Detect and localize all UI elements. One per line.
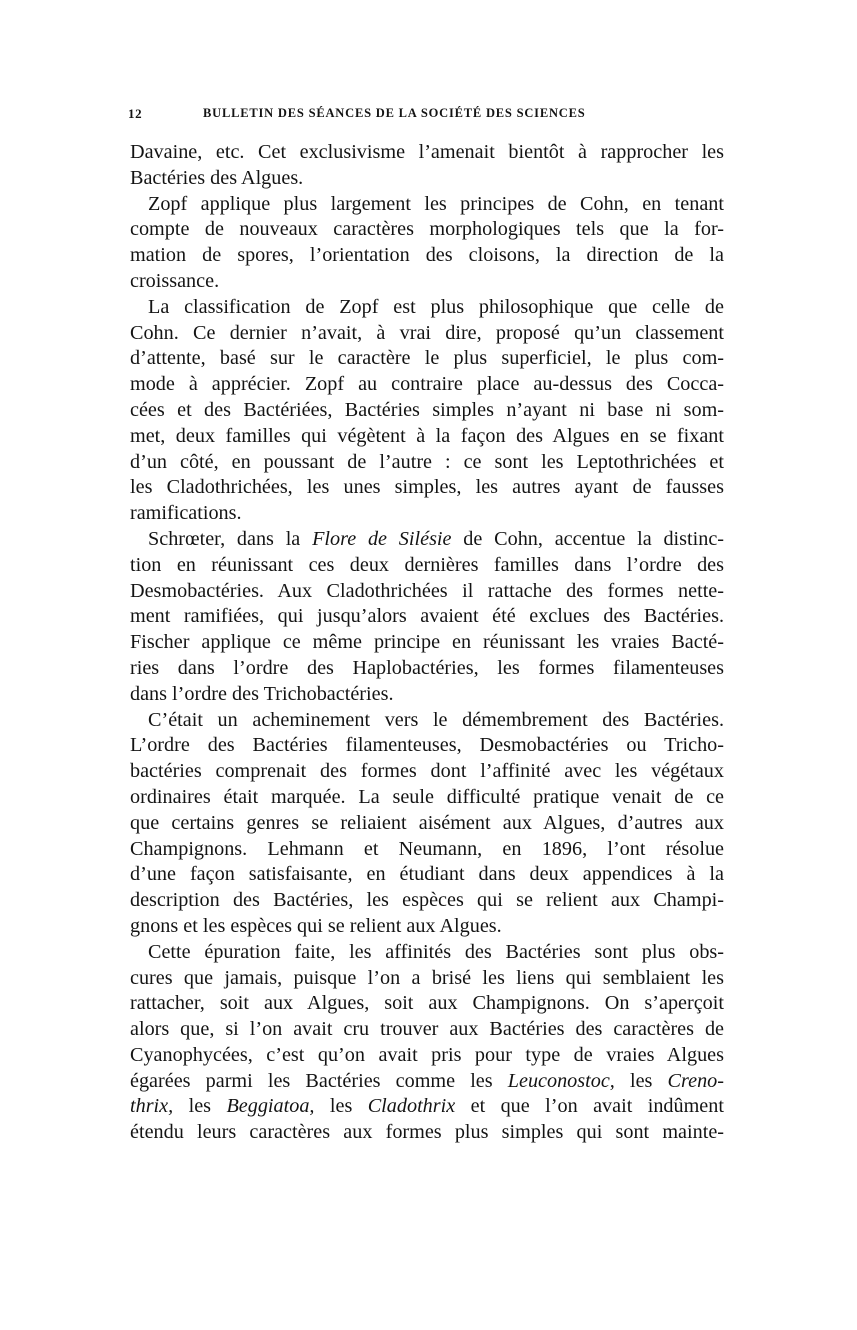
text-line: compte de nouveaux caractères morphologiques tels que la for- xyxy=(130,218,724,241)
text-span: de Cohn, accentue la distinc- xyxy=(451,527,725,550)
text-span: et que l’on avait indûment xyxy=(455,1095,724,1118)
text-line: Fischer applique ce même principe en réunissant les vraies Bacté- xyxy=(130,631,724,654)
text-line: ries dans l’ordre des Haplobactéries, les formes filamenteuses xyxy=(130,656,724,679)
text-line: d’attente, basé sur le caractère le plus superficiel, le plus com- xyxy=(130,347,724,370)
running-title: BULLETIN DES SÉANCES DE LA SOCIÉTÉ DES SCIENCES xyxy=(203,106,586,120)
text-line xyxy=(130,527,724,553)
italic-genus: Creno- xyxy=(667,1069,724,1092)
page-number: 12 xyxy=(128,106,143,121)
text-line: tion en réunissant ces deux dernières familles dans l’ordre des xyxy=(130,553,724,576)
text-line: Champignons. Lehmann et Neumann, en 1896, l’ont résolue xyxy=(130,837,724,860)
text-span: les xyxy=(314,1095,368,1118)
text-line: Cette épuration faite, les affinités des Bactéries sont plus obs- xyxy=(148,940,724,963)
text-line: les Cladothrichées, les unes simples, les autres ayant de fausses xyxy=(130,476,724,499)
text-line: L’ordre des Bactéries filamenteuses, Desmobactéries ou Tricho- xyxy=(130,734,724,757)
text-line: d’une façon satisfaisante, en étudiant dans deux appendices à la xyxy=(130,863,724,886)
italic-genus: thrix, xyxy=(130,1095,174,1118)
text-line xyxy=(130,1069,724,1095)
text-line: Davaine, etc. Cet exclusivisme l’amenait bientôt à rapprocher les xyxy=(130,141,724,163)
italic-genus: Leuconostoc, xyxy=(507,1069,615,1092)
italic-title: Flore de Silésie xyxy=(312,527,452,550)
text-line: cures que jamais, puisque l’on a brisé les liens qui semblaient les xyxy=(130,966,724,989)
text-line: cées et des Bactériées, Bactéries simples n’ayant ni base ni som- xyxy=(130,398,724,421)
text-line: rattacher, soit aux Algues, soit aux Champignons. On s’aperçoit xyxy=(130,992,724,1015)
text-line: C’était un acheminement vers le démembrement des Bactéries. xyxy=(148,708,724,731)
body-text xyxy=(130,140,724,1146)
italic-genus: Cladothrix xyxy=(367,1095,456,1118)
text-line: ment ramifiées, qui jusqu’alors avaient été exclues des Bactéries. xyxy=(130,605,724,628)
text-span: égarées parmi les Bactéries comme les xyxy=(130,1069,508,1092)
italic-genus: Beggiatoa, xyxy=(226,1095,315,1118)
text-line: ramifications. xyxy=(130,502,242,525)
text-line: étendu leurs caractères aux formes plus simples qui sont mainte- xyxy=(130,1121,724,1144)
text-line: alors que, si l’on avait cru trouver aux Bactéries des caractères de xyxy=(130,1018,724,1041)
text-line xyxy=(130,1094,724,1120)
text-span: les xyxy=(614,1069,668,1092)
text-line: Cyanophycées, c’est qu’on avait pris pour type de vraies Algues xyxy=(130,1043,724,1066)
text-line: met, deux familles qui végètent à la façon des Algues en se fixant xyxy=(130,424,724,447)
text-line: croissance. xyxy=(130,269,220,292)
text-line: d’un côté, en poussant de l’autre : ce sont les Leptothrichées et xyxy=(130,450,724,473)
text-line: bactéries comprenait des formes dont l’affinité avec les végétaux xyxy=(130,760,724,783)
text-line: dans l’ordre des Trichobactéries. xyxy=(130,682,394,705)
text-line: Zopf applique plus largement les principes de Cohn, en tenant xyxy=(148,192,724,215)
running-head xyxy=(128,106,724,128)
text-line: La classification de Zopf est plus philosophique que celle de xyxy=(148,295,724,318)
text-line: Bactéries des Algues. xyxy=(130,166,304,189)
text-line: ordinaires était marquée. La seule difficulté pratique venait de ce xyxy=(130,785,724,808)
text-line: mation de spores, l’orientation des cloisons, la direction de la xyxy=(130,244,724,267)
text-line: gnons et les espèces qui se relient aux Algues. xyxy=(130,914,502,937)
text-span: les xyxy=(173,1095,227,1118)
text-line: que certains genres se reliaient aisément aux Algues, d’autres aux xyxy=(130,811,724,834)
text-line: Cohn. Ce dernier n’avait, à vrai dire, proposé qu’un classement xyxy=(130,321,724,344)
text-line: Desmobactéries. Aux Cladothrichées il rattache des formes nette- xyxy=(130,579,724,602)
text-span: Schrœter, dans la xyxy=(148,527,313,550)
text-line: description des Bactéries, les espèces qui se relient aux Champi- xyxy=(130,889,724,912)
text-line: mode à apprécier. Zopf au contraire place au-dessus des Cocca- xyxy=(130,373,724,396)
